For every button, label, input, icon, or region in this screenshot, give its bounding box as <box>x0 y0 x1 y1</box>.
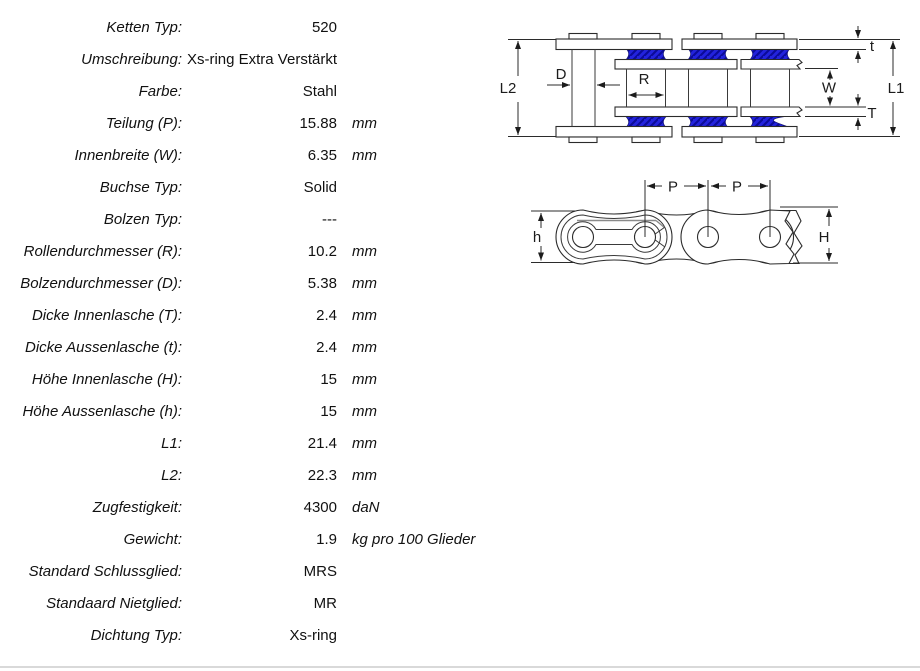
spec-value: 1.9 <box>316 530 337 548</box>
inner-plate-broken <box>741 107 802 117</box>
dim-L2 <box>500 40 556 137</box>
spec-unit: mm <box>352 146 377 164</box>
spec-label: Farbe: <box>138 82 182 100</box>
pin-head <box>694 34 722 40</box>
spec-value: 520 <box>311 18 337 36</box>
spec-label: Teilung (P): <box>105 114 182 132</box>
spec-value: 5.38 <box>307 274 337 292</box>
pin-head <box>632 34 660 40</box>
dim-label-t: t <box>869 38 875 55</box>
spec-label: Innenbreite (W): <box>74 146 182 164</box>
spec-unit: kg pro 100 Glieder <box>352 530 476 548</box>
spec-label: Zugfestigkeit: <box>92 498 182 516</box>
spec-unit: mm <box>352 434 377 452</box>
spec-value: 2.4 <box>316 306 337 324</box>
spec-unit: mm <box>352 114 377 132</box>
spec-label: Ketten Typ: <box>106 18 182 36</box>
inner-plate-broken <box>741 60 802 70</box>
spec-value: 10.2 <box>307 242 337 260</box>
spec-label: Bolzen Typ: <box>103 210 182 228</box>
spec-label: Bolzendurchmesser (D): <box>20 274 182 292</box>
dim-label-W: W <box>821 79 837 97</box>
dim-label-H: H <box>818 229 830 246</box>
dim-L1 <box>799 41 904 137</box>
chain-side-view <box>531 179 838 265</box>
spec-label: Buchse Typ: <box>99 178 182 196</box>
spec-value: 22.3 <box>307 466 337 484</box>
dim-W <box>805 69 838 106</box>
spec-label: Standaard Nietglied: <box>46 594 182 612</box>
dim-label-L2: L2 <box>499 80 517 97</box>
dim-t <box>799 26 900 63</box>
spec-unit: daN <box>352 498 380 516</box>
dim-label-D: D <box>555 66 567 83</box>
dim-label-h: h <box>532 229 542 246</box>
pin-head <box>632 137 660 143</box>
inner-plate <box>615 107 737 117</box>
spec-label: Dicke Innenlasche (T): <box>31 306 182 324</box>
spec-label: Dichtung Typ: <box>90 626 182 644</box>
spec-unit: mm <box>352 242 377 260</box>
roller-edges <box>627 69 790 107</box>
pin-head <box>694 137 722 143</box>
dim-label-P: P <box>731 178 743 196</box>
outer-plate <box>556 127 672 138</box>
spec-unit: mm <box>352 274 377 292</box>
pin-head <box>756 137 784 143</box>
spec-unit: mm <box>352 370 377 388</box>
spec-value: 4300 <box>303 498 337 516</box>
outer-plate <box>556 39 672 50</box>
spec-unit: mm <box>352 402 377 420</box>
spec-value: Xs-ring Extra Verstärkt <box>186 50 337 68</box>
spec-unit: mm <box>352 306 377 324</box>
outer-plate <box>682 127 797 138</box>
spec-value: 15 <box>320 402 337 420</box>
spec-value: Xs-ring <box>289 626 337 644</box>
spec-value: MRS <box>303 562 337 580</box>
dim-label-T: T <box>867 105 877 122</box>
spec-label: Gewicht: <box>123 530 182 548</box>
inner-plate <box>615 60 737 70</box>
pin-head <box>569 137 597 143</box>
outer-plate <box>682 39 797 50</box>
spec-value: 6.35 <box>307 146 337 164</box>
spec-label: Dicke Aussenlasche (t): <box>24 338 182 356</box>
spec-value: MR <box>313 594 337 612</box>
chain-cross-section-view <box>500 26 905 143</box>
pin-hole <box>573 227 594 248</box>
pin-head <box>569 34 597 40</box>
dim-D <box>547 66 620 85</box>
spec-value: 2.4 <box>316 338 337 356</box>
pin-head <box>756 34 784 40</box>
spec-value: 15 <box>320 370 337 388</box>
dim-label-R: R <box>638 71 650 88</box>
spec-label: Höhe Aussenlasche (h): <box>22 402 182 420</box>
spec-label: Rollendurchmesser (R): <box>23 242 182 260</box>
spec-label: Umschreibung: <box>81 50 182 68</box>
spec-label: Standard Schlussglied: <box>28 562 182 580</box>
spec-label: Höhe Innenlasche (H): <box>31 370 182 388</box>
dim-T <box>805 94 877 130</box>
spec-value: Solid <box>303 178 337 196</box>
dim-label-P: P <box>667 178 679 196</box>
dim-label-L1: L1 <box>887 80 905 97</box>
spec-value: 21.4 <box>307 434 337 452</box>
dim-R <box>629 71 664 95</box>
spec-label: L2: <box>161 466 182 484</box>
spec-value: Stahl <box>302 82 337 100</box>
spec-label: L1: <box>161 434 182 452</box>
spec-unit: mm <box>352 338 377 356</box>
spec-value: 15.88 <box>299 114 337 132</box>
spec-value: --- <box>322 210 337 228</box>
bottom-divider <box>0 666 920 668</box>
master-link <box>556 210 672 264</box>
spec-unit: mm <box>352 466 377 484</box>
